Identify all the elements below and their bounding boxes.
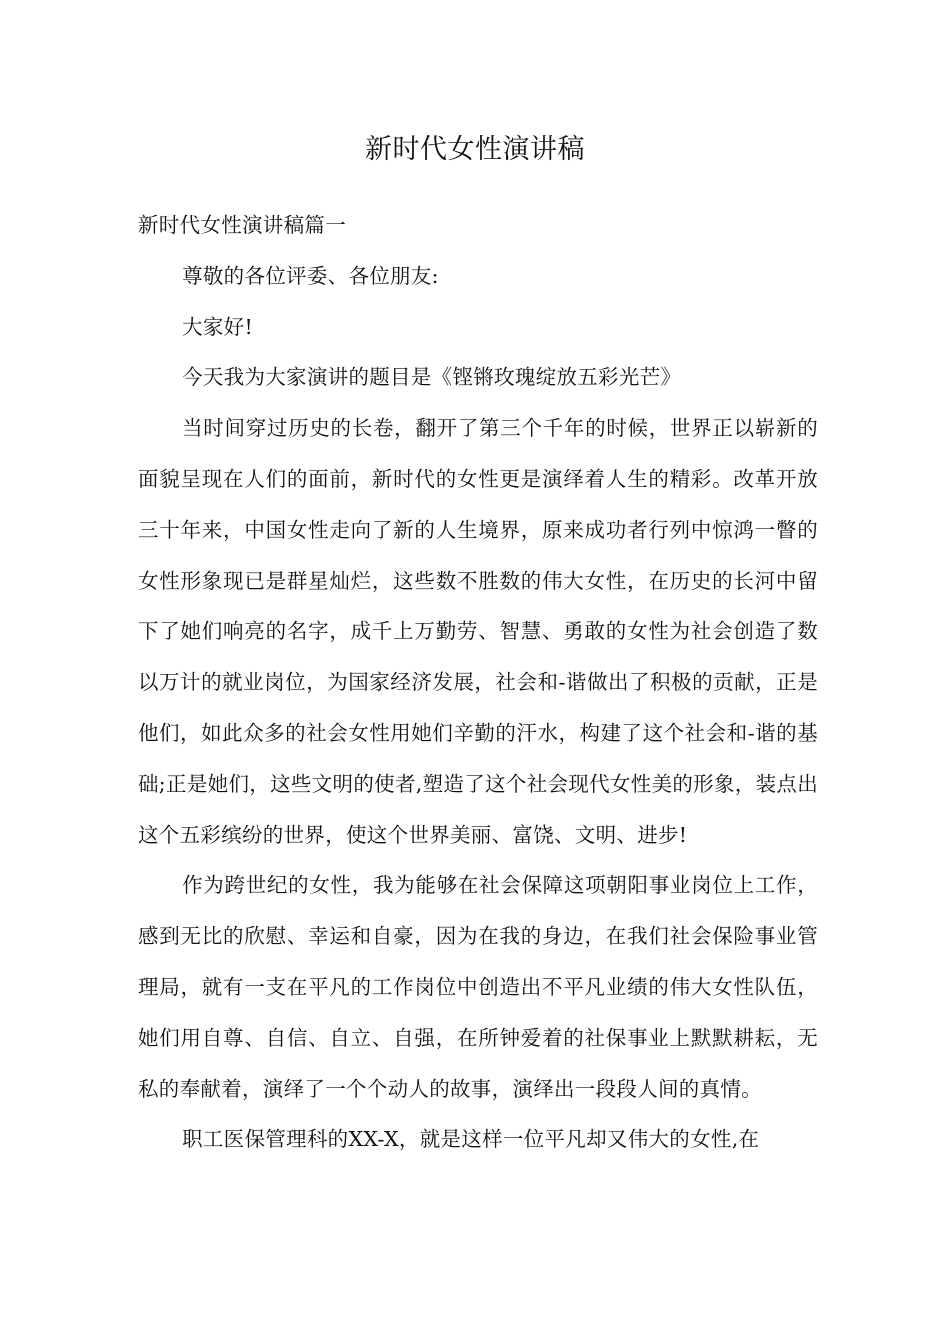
document-body (138, 200, 818, 1165)
hello-line: 大家好! (182, 314, 254, 339)
topic-line: 今天我为大家演讲的题目是《铿锵玫瑰绽放五彩光芒》 (182, 365, 682, 390)
paragraph-2: 作为跨世纪的女性，我为能够在社会保障这项朝阳事业岗位上工作，感到无比的欣慰、幸运和自豪，因为在我的身边，在我们社会保险事业管理局，就有一支在平凡的工作岗位中创造出不平凡业绩的伟大女性队伍，她们用自尊、自信、自立、自强，在所钟爱着的社保事业上默默耕耘，无私的奉献着，演绎了一个个动人的故事，演绎出一段段人间的真情。 (138, 873, 818, 1101)
paragraph-3: 职工医保管理科的XX-X，就是这样一位平凡却又伟大的女性,在 (182, 1127, 760, 1152)
document-title: 新时代女性演讲稿 (365, 134, 585, 165)
section-heading: 新时代女性演讲稿篇一 (138, 213, 346, 237)
greeting-line: 尊敬的各位评委、各位朋友: (182, 263, 439, 288)
paragraph-1: 当时间穿过历史的长卷，翻开了第三个千年的时候，世界正以崭新的面貌呈现在人们的面前，新时代的女性更是演绎着人生的精彩。改革开放三十年来，中国女性走向了新的人生境界，原来成功者行列中惊鸿一瞥的女性形象现已是群星灿烂，这些数不胜数的伟大女性，在历史的长河中留下了她们响亮的名字，成千上万勤劳、智慧、勇敢的女性为社会创造了数以万计的就业岗位，为国家经济发展，社会和-谐做出了积极的贡献，正是他们，如此众多的社会女性用她们辛勤的汗水，构建了这个社会和-谐的基础;正是她们，这些文明的使者,塑造了这个社会现代女性美的形象，装点出这个五彩缤纷的世界，使这个世界美丽、富饶、文明、进步! (138, 416, 818, 847)
